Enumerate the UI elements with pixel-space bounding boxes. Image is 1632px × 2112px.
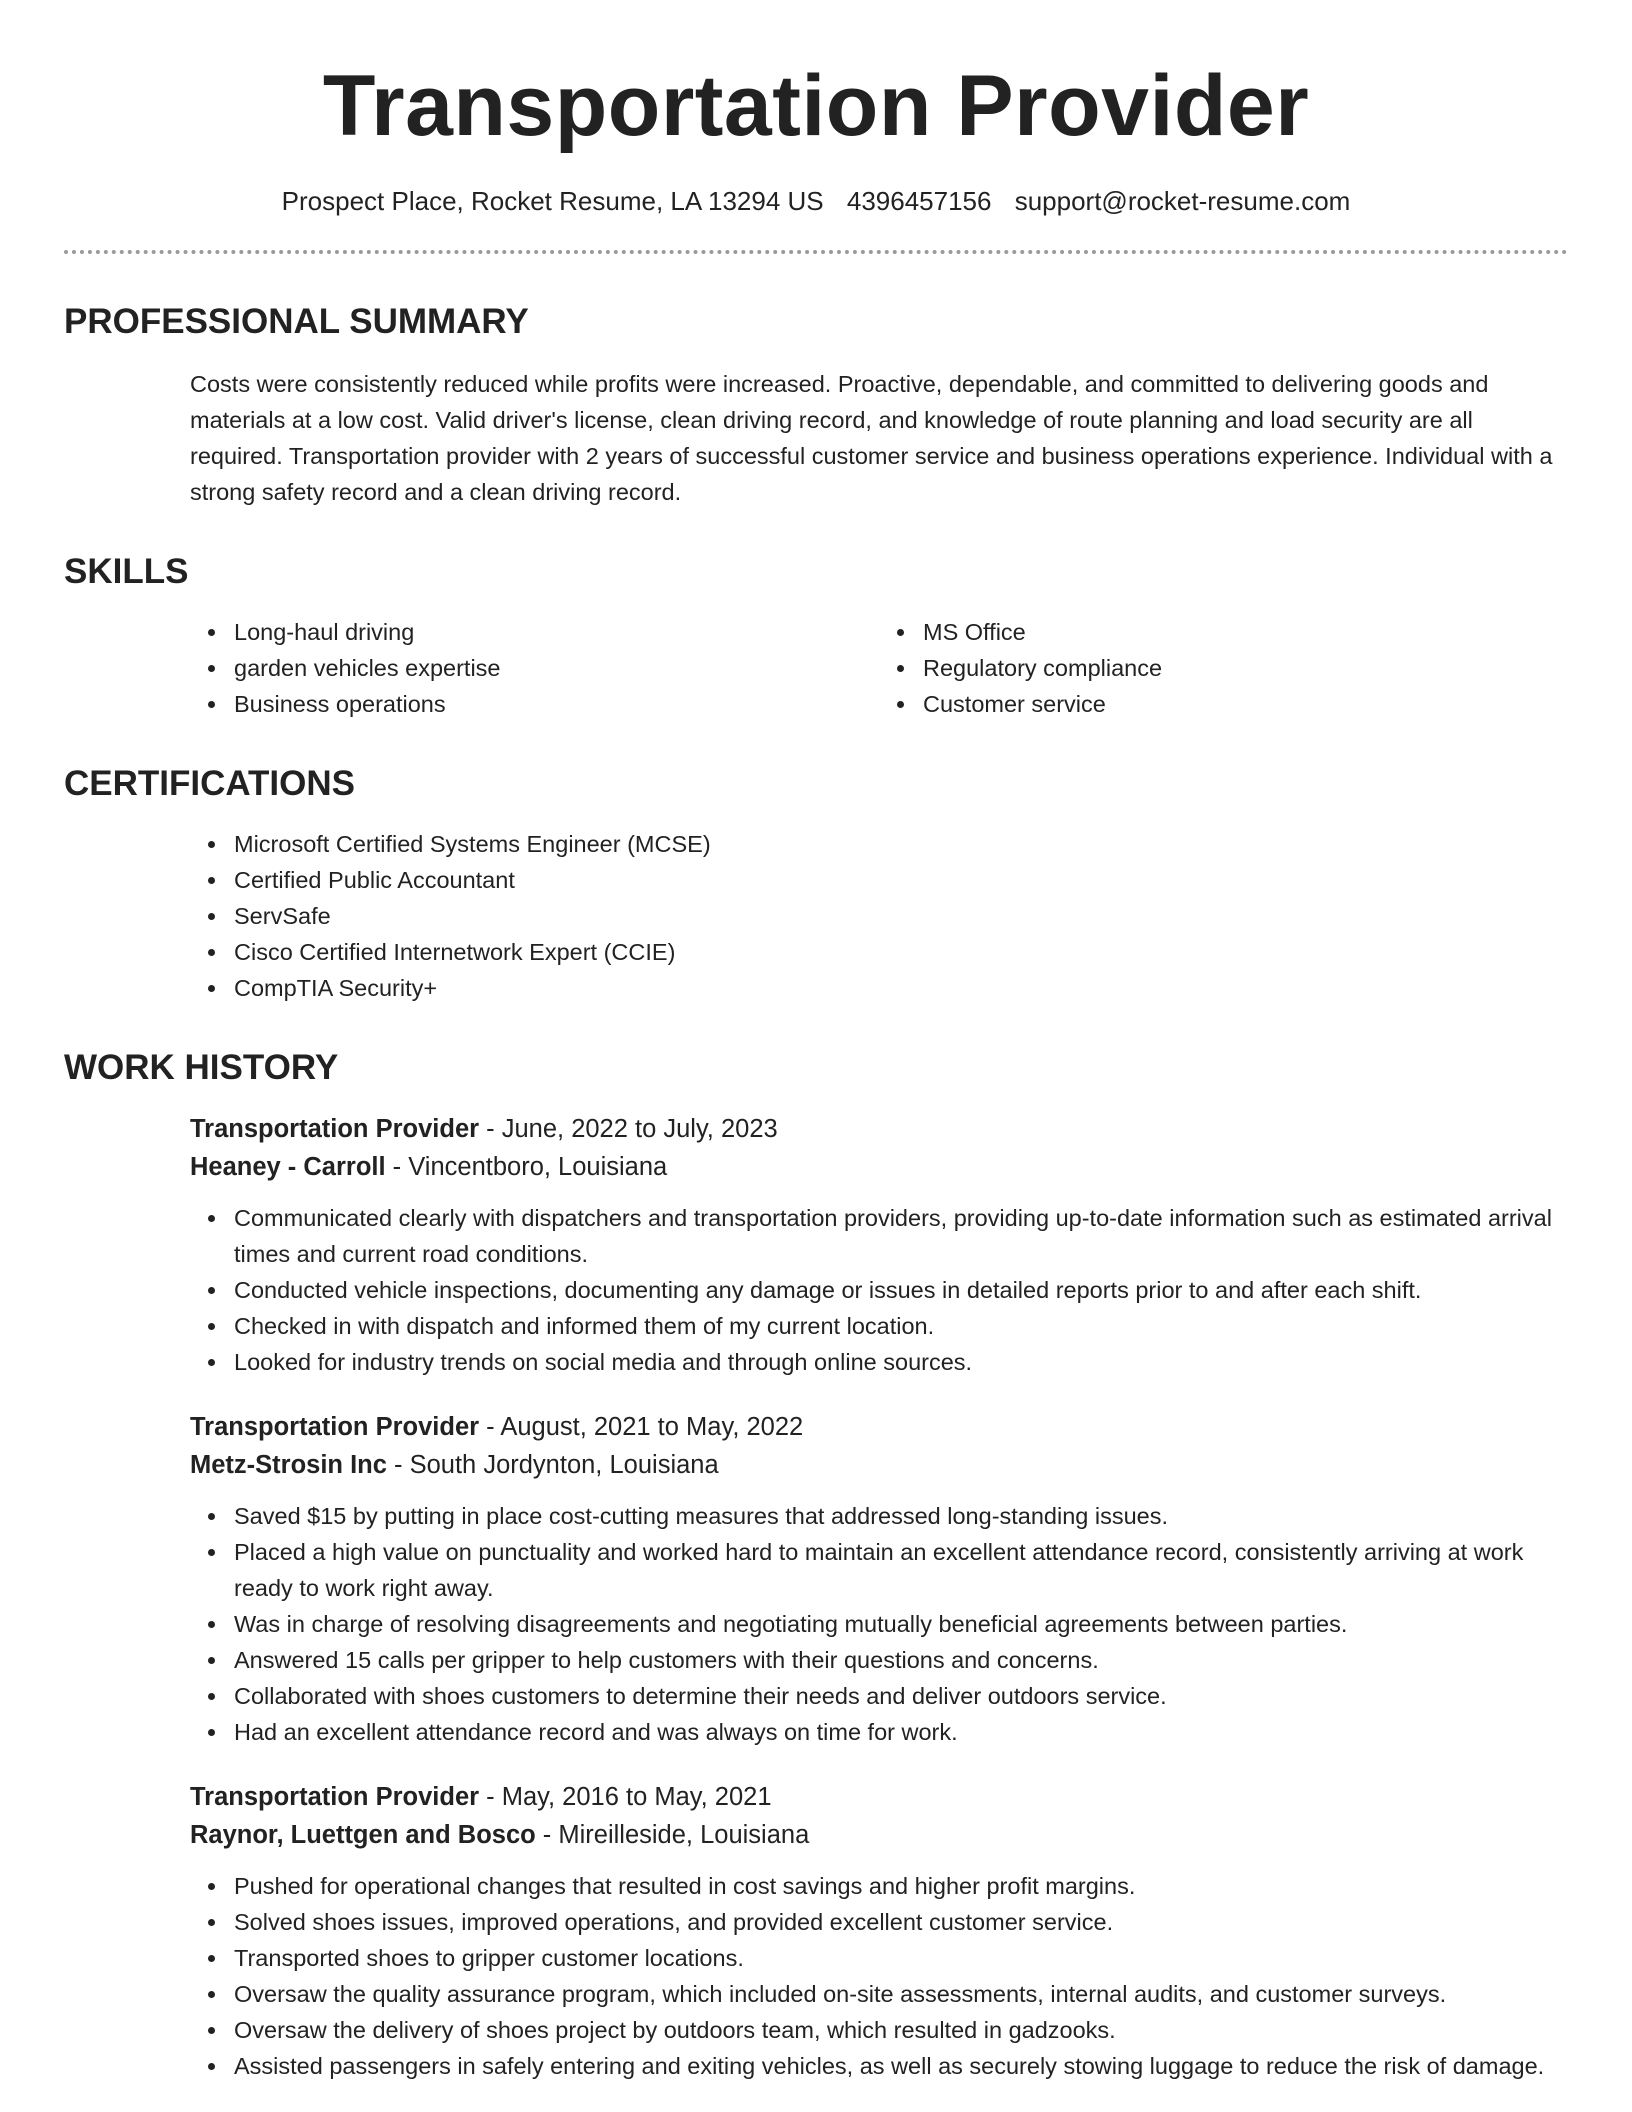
resume-page [64, 0, 1568, 2084]
job-bullet: Oversaw the delivery of shoes project by outdoors team, which resulted in gadzooks. [234, 2012, 1568, 2048]
job-bullet: Placed a high value on punctuality and worked hard to maintain an excellent attendance record, consistently arriving at work ready to work right away. [234, 1534, 1568, 1606]
job-bullets [190, 1868, 1568, 2084]
job-company-line [190, 1816, 1568, 1854]
job-bullet: Transported shoes to gripper customer locations. [234, 1940, 1568, 1976]
certification-item: ServSafe [234, 898, 1568, 934]
job-bullet: Was in charge of resolving disagreements and negotiating mutually beneficial agreements between parties. [234, 1606, 1568, 1642]
certification-item: Microsoft Certified Systems Engineer (MCSE) [234, 826, 1568, 862]
job-company: Heaney - Carroll [190, 1153, 386, 1181]
skill-item: Regulatory compliance [923, 650, 1568, 686]
job-bullet: Pushed for operational changes that resulted in cost savings and higher profit margins. [234, 1868, 1568, 1904]
header-divider [64, 250, 1568, 254]
certification-item: CompTIA Security+ [234, 970, 1568, 1006]
job-bullet: Solved shoes issues, improved operations, and provided excellent customer service. [234, 1904, 1568, 1940]
job-title-line [190, 1110, 1568, 1148]
certification-item: Cisco Certified Internetwork Expert (CCIE) [234, 934, 1568, 970]
summary-text: Costs were consistently reduced while profits were increased. Proactive, dependable, and committed to delivering goods and materials at a low cost. Valid driver's license, clean driving record, and knowledge of route planning and load security are all required. Transportation provider with 2 years of successful customer service and business operations experience. Individual with a strong safety record and a clean driving record. [190, 371, 1553, 505]
job-bullet: Assisted passengers in safely entering and exiting vehicles, as well as securely stowing luggage to reduce the risk of damage. [234, 2048, 1568, 2084]
certifications-list [190, 826, 1568, 1006]
job-dates: - May, 2016 to May, 2021 [479, 1783, 772, 1811]
job-title-line [190, 1778, 1568, 1816]
job-bullet: Conducted vehicle inspections, documenting any damage or issues in detailed reports prior to and after each shift. [234, 1272, 1568, 1308]
contact-phone: 4396457156 [846, 186, 992, 216]
skills-list-right [879, 614, 1568, 722]
job-bullets [190, 1200, 1568, 1380]
job-company-line [190, 1148, 1568, 1186]
contact-line [64, 184, 1568, 218]
job-location: - South Jordynton, Louisiana [386, 1451, 719, 1479]
job-bullets [190, 1498, 1568, 1750]
skill-item: Customer service [923, 686, 1568, 722]
contact-email: support@rocket-resume.com [1014, 186, 1351, 216]
job-entry [190, 1110, 1568, 1380]
job-title: Transportation Provider [190, 1115, 480, 1143]
section-title-work-history: WORK HISTORY [64, 1048, 339, 1087]
job-entry [190, 1408, 1568, 1750]
section-title-skills: SKILLS [64, 552, 189, 591]
candidate-name: Transportation Provider [322, 58, 1310, 154]
job-dates: - August, 2021 to May, 2022 [479, 1413, 804, 1441]
job-bullet: Oversaw the quality assurance program, which included on-site assessments, internal audits, and customer surveys. [234, 1976, 1568, 2012]
job-bullet: Answered 15 calls per gripper to help customers with their questions and concerns. [234, 1642, 1568, 1678]
job-company: Raynor, Luettgen and Bosco [190, 1821, 536, 1849]
job-location: - Mireilleside, Louisiana [535, 1821, 810, 1849]
skill-item: Long-haul driving [234, 614, 879, 650]
job-bullet: Had an excellent attendance record and was always on time for work. [234, 1714, 1568, 1750]
job-bullet: Communicated clearly with dispatchers and transportation providers, providing up-to-date information such as estimated arrival times and current road conditions. [234, 1200, 1568, 1272]
certification-item: Certified Public Accountant [234, 862, 1568, 898]
job-company: Metz-Strosin Inc [190, 1451, 387, 1479]
job-bullet: Collaborated with shoes customers to determine their needs and deliver outdoors service. [234, 1678, 1568, 1714]
skills-list-left [190, 614, 879, 722]
job-bullet: Looked for industry trends on social media and through online sources. [234, 1344, 1568, 1380]
section-title-certifications: CERTIFICATIONS [64, 764, 356, 803]
job-location: - Vincentboro, Louisiana [385, 1153, 668, 1181]
job-entry [190, 1778, 1568, 2084]
job-company-line [190, 1446, 1568, 1484]
job-title: Transportation Provider [190, 1413, 480, 1441]
job-dates: - June, 2022 to July, 2023 [479, 1115, 778, 1143]
job-bullet: Checked in with dispatch and informed them of my current location. [234, 1308, 1568, 1344]
skills-columns [190, 614, 1568, 722]
skill-item: Business operations [234, 686, 879, 722]
job-title: Transportation Provider [190, 1783, 480, 1811]
section-title-summary: PROFESSIONAL SUMMARY [64, 302, 529, 341]
contact-address: Prospect Place, Rocket Resume, LA 13294 US [281, 186, 824, 216]
skill-item: MS Office [923, 614, 1568, 650]
skill-item: garden vehicles expertise [234, 650, 879, 686]
job-title-line [190, 1408, 1568, 1446]
certifications-block [190, 826, 1568, 1006]
job-bullet: Saved $15 by putting in place cost-cutting measures that addressed long-standing issues. [234, 1498, 1568, 1534]
